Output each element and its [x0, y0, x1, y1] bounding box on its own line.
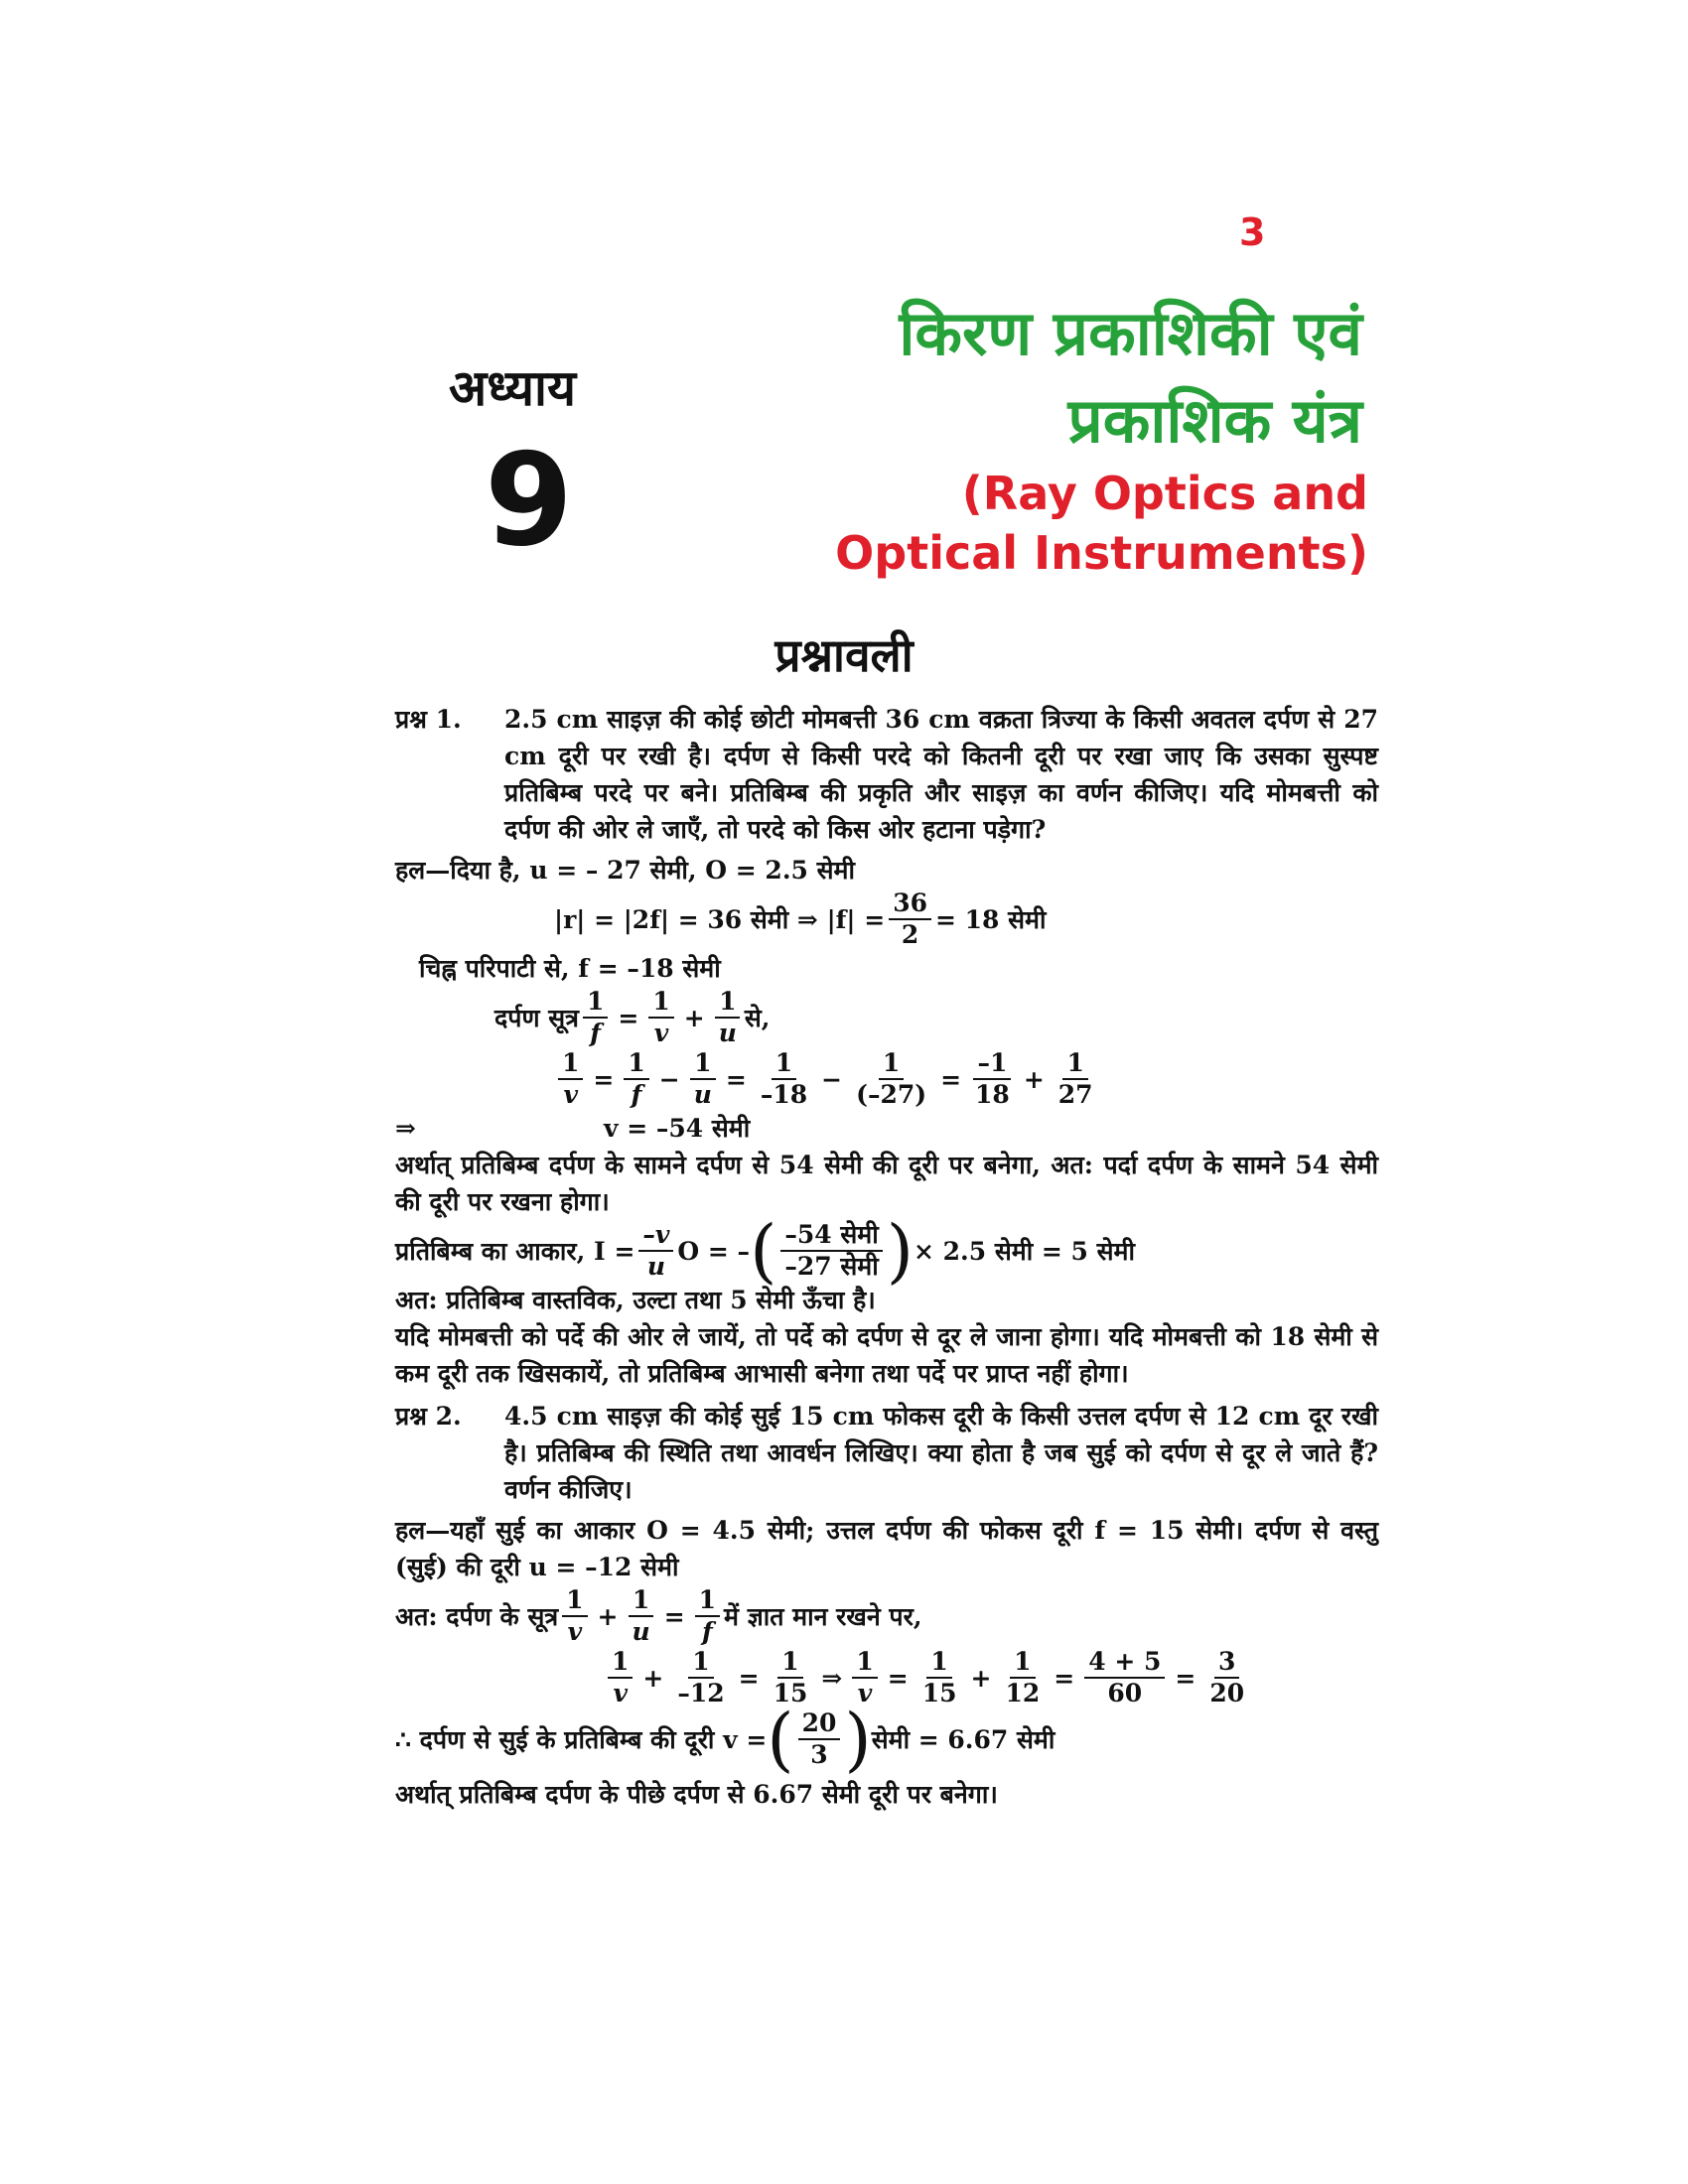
solution-text: हल—यहाँ सुई का आकार O = 4.5 सेमी; उत्तल दर्पण की फोकस दूरी f = 15 सेमी। दर्पण से वस्तु (सुई) की दूरी u = –12 सेमी — [395, 1516, 1378, 1581]
paragraph: अर्थात् प्रतिबिम्ब दर्पण के सामने दर्पण से 54 सेमी की दूरी पर बनेगा, अत: पर्दा दर्पण के सामने 54 सेमी की दूरी पर रखना होगा। — [395, 1151, 1378, 1216]
fraction: $\frac{1}{f}$ — [624, 1048, 648, 1110]
focal-right: = 18 सेमी — [934, 904, 1047, 934]
implies-arrow: ⇒ — [395, 1114, 416, 1143]
paragraph: यदि मोमबत्ती को पर्दे की ओर ले जायें, तो पर्दे को दर्पण से दूर ले जाना होगा। यदि मोमबत्ती को 18 सेमी से कम दूरी तक खिसकायें, तो प्रतिबिम्ब आभासी बनेगा तथा पर्दे पर प्राप्त नहीं होगा। — [395, 1322, 1378, 1388]
chapter-title-hindi-line1: किरण प्रकाशिकी एवं — [899, 297, 1362, 369]
solution-given: हल—दिया है, u = – 27 सेमी, O = 2.5 सेमी — [395, 856, 855, 885]
fraction: $\frac{-v}{u}$ — [638, 1220, 673, 1282]
fraction: $\frac{1}{15}$ — [773, 1647, 808, 1707]
implies-arrow: ⇒ — [821, 1663, 843, 1693]
fraction: 1 v — [608, 1647, 633, 1708]
fraction: $\frac{1}{u}$ — [715, 987, 741, 1048]
chapter-label: अध्याय — [449, 359, 576, 417]
calculation-line: 1 v + $\frac{1}{-12}$ = $\frac{1}{15}$ ⇒ $\frac{1}{v}$ = $\frac{1}{15}$ + $\frac{1}{12}$ = $\frac{4 + 5}{60}$ = $\frac{3}{20}$ — [395, 1647, 1378, 1708]
question-text: 2.5 cm साइज़ की कोई छोटी मोमबत्ती 36 cm वक्रता त्रिज्या के किसी अवतल दर्पण से 27 cm दूरी पर रखी है। दर्पण से किसी परदे को कितनी दूरी पर रखा जाए कि उसका सुस्पष्ट प्रतिबिम्ब परदे पर बने। प्रतिबिम्ब की प्रकृति और साइज़ का वर्णन कीजिए। यदि मोमबत्ती को दर्पण की ओर ले जाएँ, तो परदे को किस ओर हटाना पड़ेगा? — [504, 705, 1378, 844]
mirror-formula-line: अत: दर्पण के सूत्र 1 v + $\frac{1}{u}$ = $\frac{1}{f}$ में ज्ञात मान रखने पर, — [395, 1585, 922, 1646]
v-result: v = –54 सेमी — [604, 1114, 751, 1143]
fraction: $\frac{1}{v}$ — [852, 1647, 877, 1708]
fraction: $\frac{36}{2}$ — [889, 888, 931, 950]
fraction: $\frac{1}{(-27)}$ — [856, 1048, 927, 1109]
v-result-line — [395, 1110, 1378, 1147]
paragraph: अत: प्रतिबिम्ब वास्तविक, उल्टा तथा 5 सेमी ऊँचा है। — [395, 1286, 876, 1314]
formula-prefix: अत: दर्पण के सूत्र — [395, 1601, 559, 1631]
therefore-line: ∴ दर्पण से सुई के प्रतिबिम्ब की दूरी v = ( 20 3 ) सेमी = 6.67 सेमी — [395, 1699, 1055, 1780]
fraction: $\frac{1}{27}$ — [1057, 1048, 1093, 1109]
question-label: प्रश्न 1. — [395, 705, 462, 734]
size-prefix: प्रतिबिम्ब का आकार, I = — [395, 1236, 635, 1266]
fraction: $\frac{1}{f}$ — [695, 1585, 720, 1647]
fraction: $\frac{1}{f}$ — [583, 987, 608, 1048]
question-1 — [395, 701, 1378, 848]
fraction: $\frac{1}{u}$ — [629, 1585, 654, 1647]
chapter-title-hindi-line2: प्रकाशिक यंत्र — [1067, 384, 1362, 457]
content-body — [395, 701, 1378, 1813]
formula-suffix: में ज्ञात मान रखने पर, — [724, 1601, 922, 1631]
therefore-text: ∴ दर्पण से सुई के प्रतिबिम्ब की दूरी v = — [395, 1724, 768, 1754]
question-2 — [395, 1398, 1378, 1508]
section-title: प्रश्नावली — [774, 628, 914, 682]
question-label: प्रश्न 2. — [395, 1402, 462, 1431]
chapter-title-english-line2: Optical Instruments) — [835, 526, 1368, 580]
calculation-line: $\frac{1}{v}$ = $\frac{1}{f}$ − $\frac{1}{u}$ = $\frac{1}{-18}$ − $\frac{1}{(-27)}$ = $\frac{-1}{18}$ + $\frac{1}{27}$ — [395, 1048, 1378, 1110]
size-suffix: × 2.5 सेमी = 5 सेमी — [914, 1236, 1135, 1266]
page-number: 3 — [1239, 210, 1266, 254]
chapter-number: 9 — [485, 427, 574, 575]
mirror-formula-line: दर्पण सूत्र $\frac{1}{f}$ = $\frac{1}{v}$ + $\frac{1}{u}$ से, — [494, 987, 771, 1047]
fraction: $\frac{1}{u}$ — [690, 1048, 716, 1110]
fraction: $\frac{3}{20}$ — [1209, 1647, 1245, 1707]
focal-length-line — [395, 888, 1378, 950]
formula-suffix: से, — [744, 1003, 771, 1032]
paragraph: अर्थात् प्रतिबिम्ब दर्पण के पीछे दर्पण से 6.67 सेमी दूरी पर बनेगा। — [395, 1780, 998, 1809]
fraction: $\frac{1}{v}$ — [558, 1048, 583, 1110]
sign-convention-line: चिह्न परिपाटी से, f = –18 सेमी — [419, 954, 721, 983]
focal-left: |r| = |2f| = 36 सेमी ⇒ |f| = — [554, 904, 886, 934]
fraction: $\frac{4 + 5}{60}$ — [1084, 1647, 1165, 1708]
image-size-line: प्रतिबिम्ब का आकार, I = $\frac{-v}{u}$ O = – ( –54 सेमी –27 सेमी ) × 2.5 सेमी = 5 सेमी — [395, 1210, 1135, 1292]
formula-prefix: दर्पण सूत्र — [494, 1003, 579, 1032]
fraction: 1 v — [562, 1585, 587, 1647]
fraction: $\frac{1}{-12}$ — [677, 1647, 725, 1707]
question-text: 4.5 cm साइज़ की कोई सुई 15 cm फोकस दूरी के किसी उत्तल दर्पण से 12 cm दूर रखी है। प्रतिबिम्ब की स्थिति तथा आवर्धन लिखिए। क्या होता है जब सुई को दर्पण से दूर ले जाते हैं? वर्णन कीजिए। — [504, 1402, 1378, 1504]
fraction: $\frac{1}{12}$ — [1005, 1647, 1041, 1707]
therefore-suffix: सेमी = 6.67 सेमी — [871, 1724, 1055, 1754]
fraction: 20 3 — [798, 1708, 841, 1770]
fraction: $\frac{1}{v}$ — [648, 987, 673, 1048]
fraction: $\frac{-1}{18}$ — [975, 1048, 1010, 1109]
fraction: $\frac{1}{15}$ — [921, 1647, 957, 1707]
fraction: –54 सेमी –27 सेमी — [780, 1220, 882, 1282]
chapter-title-english-line1: (Ray Optics and — [961, 467, 1368, 520]
fraction: $\frac{1}{-18}$ — [760, 1048, 808, 1109]
size-mid: O = – — [677, 1236, 751, 1266]
